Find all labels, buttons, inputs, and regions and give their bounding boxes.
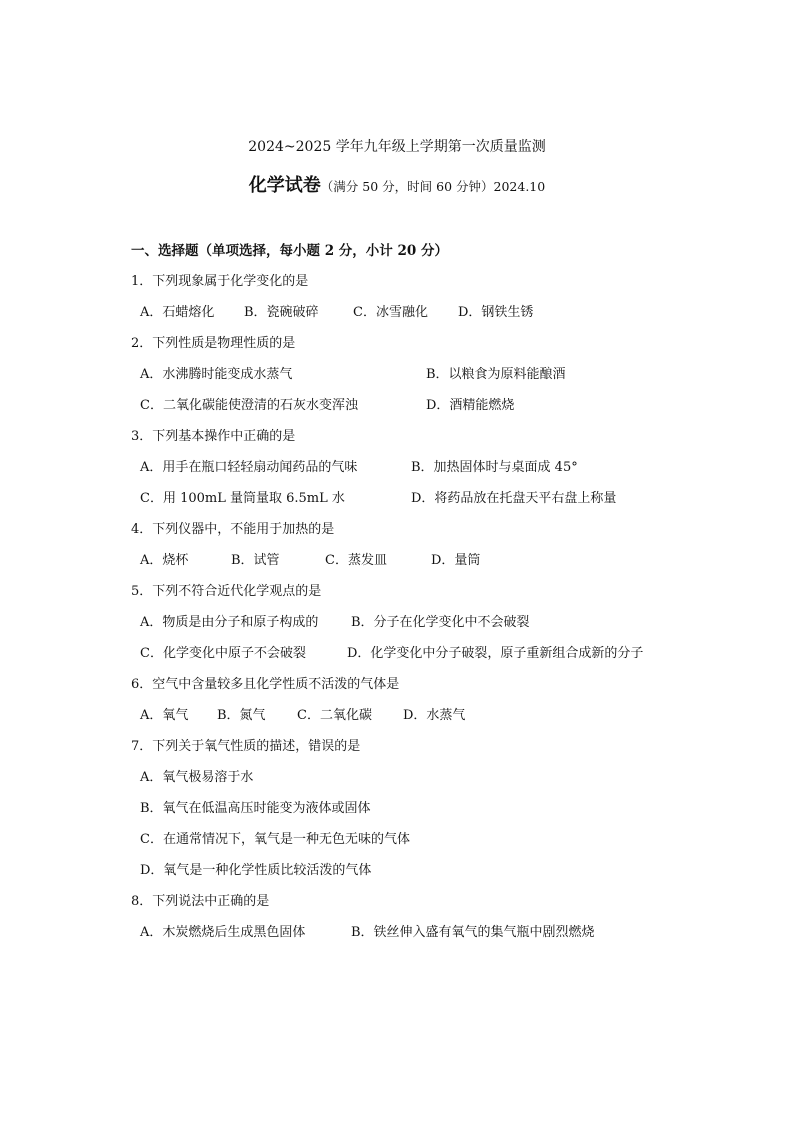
option: C．化学变化中原子不会破裂 <box>140 646 306 661</box>
option: B．氧气在低温高压时能变为液体或固体 <box>140 801 371 816</box>
option: C．冰雪融化 <box>353 305 428 320</box>
question-stem: 3．下列基本操作中正确的是 <box>131 429 296 444</box>
option: B．试管 <box>231 553 280 568</box>
question-stem: 7．下列关于氧气性质的描述，错误的是 <box>131 739 361 754</box>
option: C．二氧化碳 <box>297 708 372 723</box>
option: B．加热固体时与桌面成 45° <box>411 460 578 475</box>
question-stem: 1．下列现象属于化学变化的是 <box>131 274 309 289</box>
question-stem: 2．下列性质是物理性质的是 <box>131 336 296 351</box>
option: A．氧气极易溶于水 <box>140 770 254 785</box>
option: D．酒精能燃烧 <box>426 398 515 413</box>
option: D．将药品放在托盘天平右盘上称量 <box>411 491 617 506</box>
subject-title: 化学试卷 <box>248 175 321 196</box>
option: C．二氧化碳能使澄清的石灰水变浑浊 <box>140 398 358 413</box>
option: B．以粮食为原料能酿酒 <box>426 367 566 382</box>
option: A．物质是由分子和原子构成的 <box>140 615 319 630</box>
option: A．水沸腾时能变成水蒸气 <box>140 367 293 382</box>
exam-meta: （满分 50 分，时间 60 分钟）2024.10 <box>320 179 546 194</box>
option: B．分子在化学变化中不会破裂 <box>351 615 530 630</box>
question-stem: 6．空气中含量较多且化学性质不活泼的气体是 <box>131 677 400 692</box>
question-stem: 4．下列仪器中，不能用于加热的是 <box>131 522 335 537</box>
question-stem: 8．下列说法中正确的是 <box>131 894 270 909</box>
option: A．用手在瓶口轻轻扇动闻药品的气味 <box>140 460 358 475</box>
option: D．化学变化中分子破裂，原子重新组合成新的分子 <box>347 646 644 661</box>
option: C．在通常情况下，氧气是一种无色无味的气体 <box>140 832 410 847</box>
option: C．蒸发皿 <box>325 553 387 568</box>
option: B．氮气 <box>217 708 266 723</box>
option: C．用 100mL 量筒量取 6.5mL 水 <box>140 491 345 506</box>
section-title: 一、选择题（单项选择，每小题 2 分，小计 20 分） <box>131 243 448 259</box>
option: D．钢铁生锈 <box>458 305 534 320</box>
option: D．量筒 <box>431 553 481 568</box>
option: A．烧杯 <box>140 553 189 568</box>
option: D．水蒸气 <box>403 708 466 723</box>
exam-title: 2024~2025 学年九年级上学期第一次质量监测 <box>248 139 546 155</box>
question-stem: 5．下列不符合近代化学观点的是 <box>131 584 322 599</box>
option: A．氧气 <box>140 708 189 723</box>
option: D．氧气是一种化学性质比较活泼的气体 <box>140 863 372 878</box>
option: B．铁丝伸入盛有氧气的集气瓶中剧烈燃烧 <box>351 925 595 940</box>
option: A．木炭燃烧后生成黑色固体 <box>140 925 306 940</box>
exam-subtitle <box>0 175 794 199</box>
option: B．瓷碗破碎 <box>244 305 319 320</box>
option: A．石蜡熔化 <box>140 305 215 320</box>
